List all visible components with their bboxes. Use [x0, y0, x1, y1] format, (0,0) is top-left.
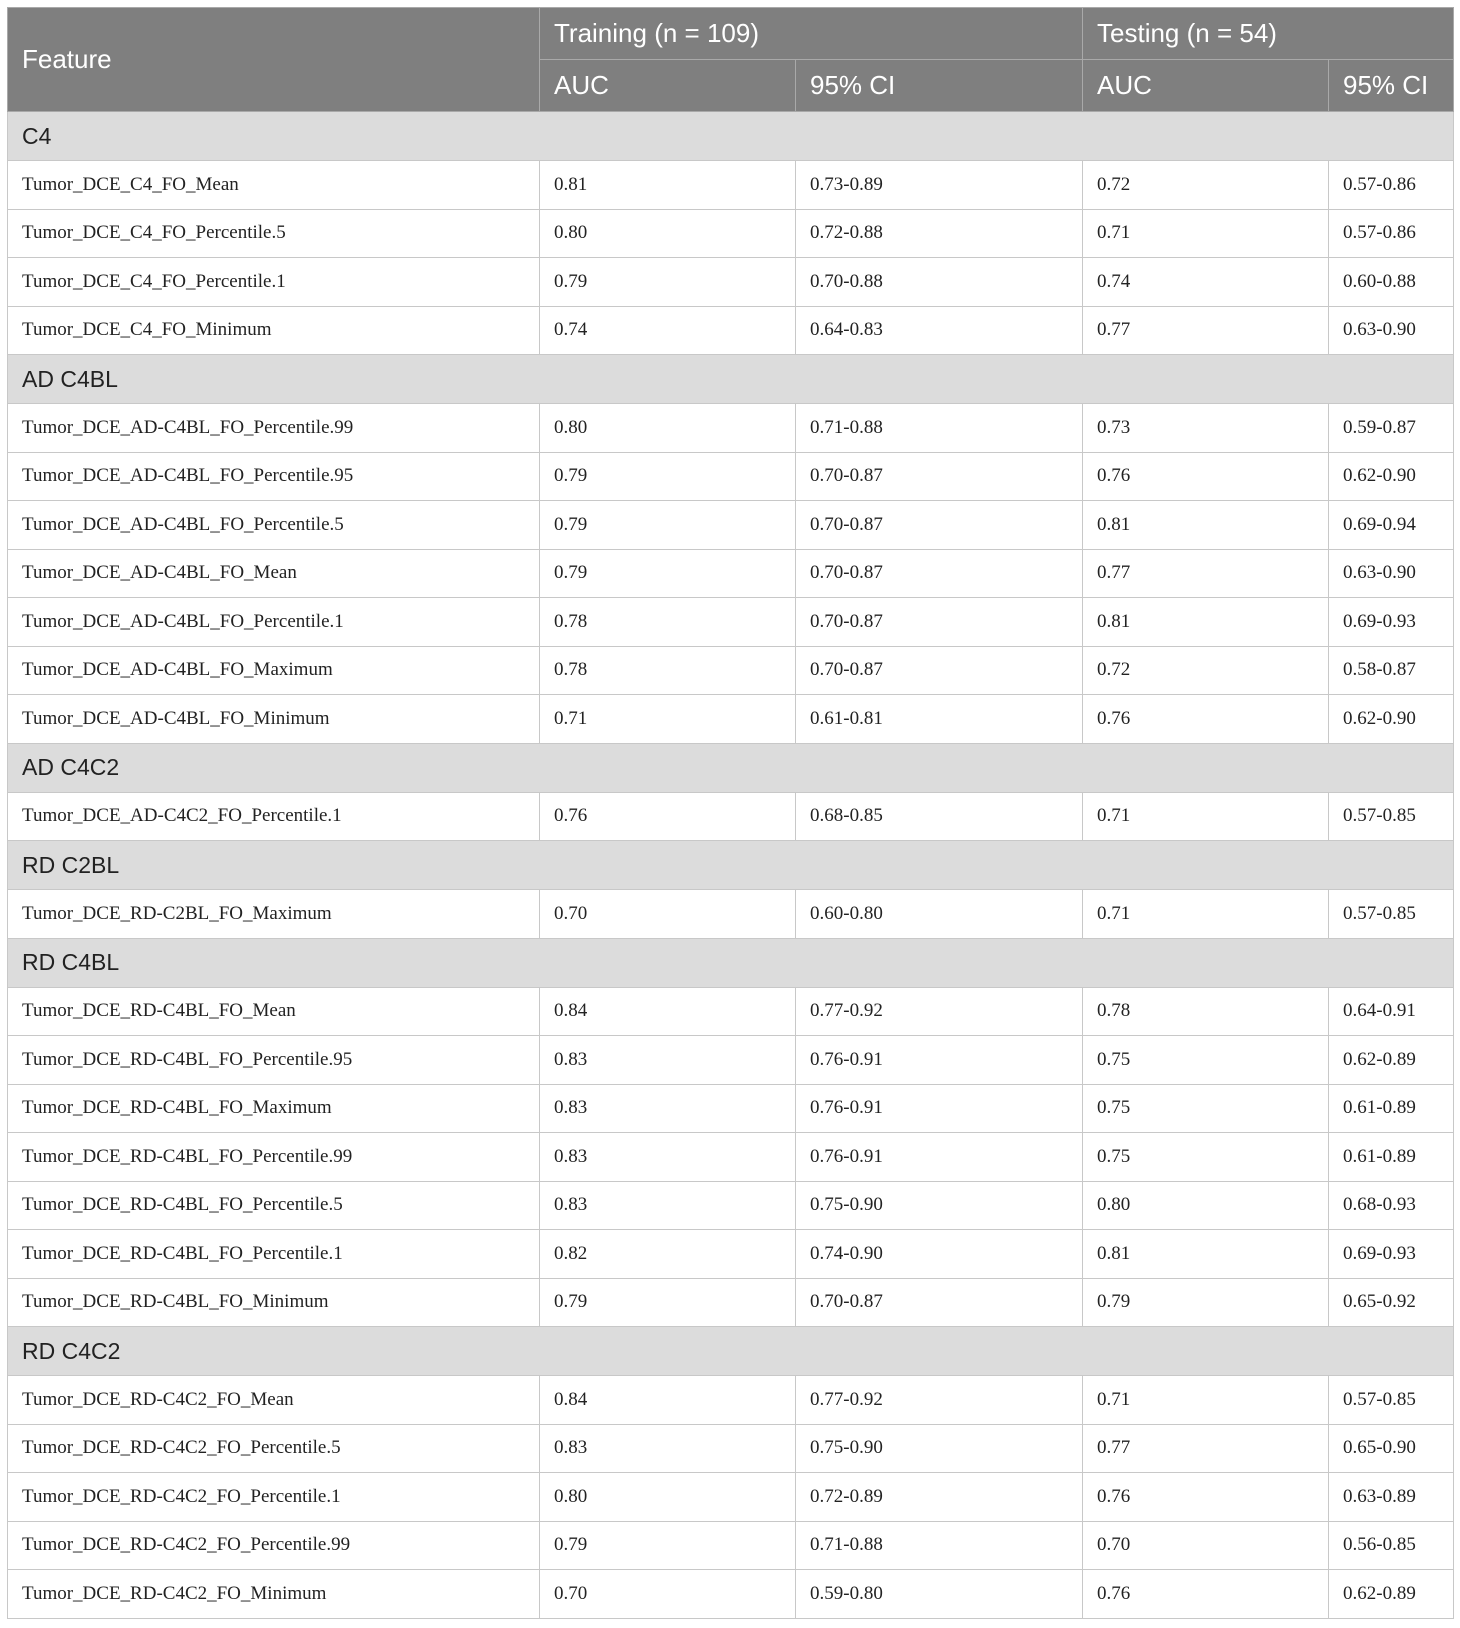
table-row [8, 501, 1454, 550]
training-ci-cell: 0.61-0.81 [796, 695, 1083, 744]
testing-auc-cell: 0.77 [1083, 1424, 1329, 1473]
section-row [8, 355, 1454, 404]
section-title: AD C4C2 [8, 743, 1454, 792]
testing-auc-cell: 0.80 [1083, 1181, 1329, 1230]
header-feature: Feature [8, 8, 540, 112]
training-auc-cell: 0.78 [540, 598, 796, 647]
training-ci-cell: 0.76-0.91 [796, 1036, 1083, 1085]
testing-auc-cell: 0.78 [1083, 987, 1329, 1036]
table-row [8, 258, 1454, 307]
training-auc-cell: 0.78 [540, 646, 796, 695]
training-auc-cell: 0.74 [540, 306, 796, 355]
testing-ci-cell: 0.59-0.87 [1329, 404, 1454, 453]
section-row [8, 743, 1454, 792]
section-title: RD C2BL [8, 841, 1454, 890]
training-ci-cell: 0.76-0.91 [796, 1133, 1083, 1182]
training-auc-cell: 0.83 [540, 1181, 796, 1230]
testing-ci-cell: 0.62-0.90 [1329, 695, 1454, 744]
table-row [8, 792, 1454, 841]
feature-cell: Tumor_DCE_RD-C4C2_FO_Mean [8, 1376, 540, 1425]
feature-cell: Tumor_DCE_RD-C4BL_FO_Percentile.1 [8, 1230, 540, 1279]
feature-cell: Tumor_DCE_AD-C4BL_FO_Minimum [8, 695, 540, 744]
training-ci-cell: 0.70-0.87 [796, 598, 1083, 647]
testing-ci-cell: 0.63-0.90 [1329, 549, 1454, 598]
testing-ci-cell: 0.57-0.86 [1329, 161, 1454, 210]
training-auc-cell: 0.83 [540, 1133, 796, 1182]
testing-auc-cell: 0.72 [1083, 161, 1329, 210]
training-ci-cell: 0.70-0.87 [796, 1278, 1083, 1327]
table-row [8, 1036, 1454, 1085]
section-row [8, 1327, 1454, 1376]
training-ci-cell: 0.75-0.90 [796, 1424, 1083, 1473]
table-row [8, 1230, 1454, 1279]
feature-cell: Tumor_DCE_C4_FO_Percentile.1 [8, 258, 540, 307]
testing-ci-cell: 0.69-0.93 [1329, 1230, 1454, 1279]
testing-ci-cell: 0.57-0.85 [1329, 792, 1454, 841]
testing-ci-cell: 0.65-0.92 [1329, 1278, 1454, 1327]
testing-ci-cell: 0.62-0.90 [1329, 452, 1454, 501]
testing-auc-cell: 0.72 [1083, 646, 1329, 695]
table-row [8, 404, 1454, 453]
training-auc-cell: 0.79 [540, 501, 796, 550]
testing-ci-cell: 0.61-0.89 [1329, 1084, 1454, 1133]
testing-auc-cell: 0.71 [1083, 209, 1329, 258]
table-row [8, 598, 1454, 647]
training-auc-cell: 0.79 [540, 258, 796, 307]
training-ci-cell: 0.68-0.85 [796, 792, 1083, 841]
training-auc-cell: 0.83 [540, 1084, 796, 1133]
feature-cell: Tumor_DCE_RD-C4C2_FO_Percentile.99 [8, 1521, 540, 1570]
testing-auc-cell: 0.77 [1083, 306, 1329, 355]
training-ci-cell: 0.70-0.87 [796, 646, 1083, 695]
feature-cell: Tumor_DCE_C4_FO_Mean [8, 161, 540, 210]
testing-auc-cell: 0.71 [1083, 792, 1329, 841]
section-title: RD C4C2 [8, 1327, 1454, 1376]
table-row [8, 1181, 1454, 1230]
testing-auc-cell: 0.76 [1083, 1473, 1329, 1522]
table-body [8, 112, 1454, 1619]
feature-cell: Tumor_DCE_RD-C4BL_FO_Percentile.95 [8, 1036, 540, 1085]
training-ci-cell: 0.72-0.88 [796, 209, 1083, 258]
feature-cell: Tumor_DCE_AD-C4BL_FO_Percentile.5 [8, 501, 540, 550]
testing-ci-cell: 0.63-0.89 [1329, 1473, 1454, 1522]
training-auc-cell: 0.71 [540, 695, 796, 744]
table-row [8, 987, 1454, 1036]
testing-ci-cell: 0.56-0.85 [1329, 1521, 1454, 1570]
training-ci-cell: 0.71-0.88 [796, 404, 1083, 453]
training-auc-cell: 0.70 [540, 1570, 796, 1619]
feature-cell: Tumor_DCE_RD-C4C2_FO_Percentile.5 [8, 1424, 540, 1473]
training-ci-cell: 0.75-0.90 [796, 1181, 1083, 1230]
testing-ci-cell: 0.64-0.91 [1329, 987, 1454, 1036]
table-row [8, 890, 1454, 939]
training-ci-cell: 0.60-0.80 [796, 890, 1083, 939]
table-row [8, 1084, 1454, 1133]
training-auc-cell: 0.70 [540, 890, 796, 939]
section-title: C4 [8, 112, 1454, 161]
header-training: Training (n = 109) [540, 8, 1083, 60]
training-auc-cell: 0.79 [540, 1521, 796, 1570]
training-ci-cell: 0.72-0.89 [796, 1473, 1083, 1522]
testing-ci-cell: 0.57-0.85 [1329, 890, 1454, 939]
table-row [8, 306, 1454, 355]
table-row [8, 452, 1454, 501]
training-ci-cell: 0.73-0.89 [796, 161, 1083, 210]
feature-cell: Tumor_DCE_C4_FO_Percentile.5 [8, 209, 540, 258]
table-row [8, 1570, 1454, 1619]
testing-ci-cell: 0.63-0.90 [1329, 306, 1454, 355]
training-auc-cell: 0.84 [540, 987, 796, 1036]
section-row [8, 938, 1454, 987]
header-row-groups [8, 8, 1454, 60]
feature-cell: Tumor_DCE_RD-C4BL_FO_Maximum [8, 1084, 540, 1133]
table-header [8, 8, 1454, 112]
training-ci-cell: 0.74-0.90 [796, 1230, 1083, 1279]
training-ci-cell: 0.71-0.88 [796, 1521, 1083, 1570]
testing-ci-cell: 0.69-0.94 [1329, 501, 1454, 550]
training-ci-cell: 0.59-0.80 [796, 1570, 1083, 1619]
testing-ci-cell: 0.65-0.90 [1329, 1424, 1454, 1473]
feature-cell: Tumor_DCE_RD-C4C2_FO_Percentile.1 [8, 1473, 540, 1522]
feature-cell: Tumor_DCE_RD-C4BL_FO_Percentile.99 [8, 1133, 540, 1182]
training-ci-cell: 0.77-0.92 [796, 1376, 1083, 1425]
training-auc-cell: 0.83 [540, 1036, 796, 1085]
feature-cell: Tumor_DCE_AD-C4BL_FO_Mean [8, 549, 540, 598]
training-auc-cell: 0.84 [540, 1376, 796, 1425]
testing-ci-cell: 0.62-0.89 [1329, 1570, 1454, 1619]
testing-auc-cell: 0.74 [1083, 258, 1329, 307]
training-ci-cell: 0.76-0.91 [796, 1084, 1083, 1133]
table-row [8, 1376, 1454, 1425]
training-auc-cell: 0.80 [540, 209, 796, 258]
table-row [8, 1133, 1454, 1182]
testing-auc-cell: 0.73 [1083, 404, 1329, 453]
training-ci-cell: 0.70-0.88 [796, 258, 1083, 307]
testing-auc-cell: 0.81 [1083, 598, 1329, 647]
testing-ci-cell: 0.57-0.86 [1329, 209, 1454, 258]
table-row [8, 1473, 1454, 1522]
header-testing-ci: 95% CI [1329, 60, 1454, 112]
testing-ci-cell: 0.57-0.85 [1329, 1376, 1454, 1425]
section-title: RD C4BL [8, 938, 1454, 987]
testing-ci-cell: 0.60-0.88 [1329, 258, 1454, 307]
testing-ci-cell: 0.68-0.93 [1329, 1181, 1454, 1230]
training-ci-cell: 0.70-0.87 [796, 452, 1083, 501]
feature-cell: Tumor_DCE_RD-C4BL_FO_Minimum [8, 1278, 540, 1327]
training-ci-cell: 0.70-0.87 [796, 549, 1083, 598]
header-training-auc: AUC [540, 60, 796, 112]
testing-auc-cell: 0.76 [1083, 695, 1329, 744]
table-row [8, 695, 1454, 744]
testing-auc-cell: 0.81 [1083, 1230, 1329, 1279]
testing-ci-cell: 0.69-0.93 [1329, 598, 1454, 647]
feature-cell: Tumor_DCE_AD-C4BL_FO_Percentile.95 [8, 452, 540, 501]
training-ci-cell: 0.77-0.92 [796, 987, 1083, 1036]
testing-auc-cell: 0.70 [1083, 1521, 1329, 1570]
training-auc-cell: 0.80 [540, 404, 796, 453]
header-testing-auc: AUC [1083, 60, 1329, 112]
section-row [8, 112, 1454, 161]
training-auc-cell: 0.79 [540, 549, 796, 598]
table-row [8, 209, 1454, 258]
training-auc-cell: 0.76 [540, 792, 796, 841]
testing-auc-cell: 0.75 [1083, 1084, 1329, 1133]
feature-cell: Tumor_DCE_C4_FO_Minimum [8, 306, 540, 355]
feature-cell: Tumor_DCE_AD-C4C2_FO_Percentile.1 [8, 792, 540, 841]
header-testing: Testing (n = 54) [1083, 8, 1454, 60]
training-auc-cell: 0.83 [540, 1424, 796, 1473]
testing-ci-cell: 0.58-0.87 [1329, 646, 1454, 695]
testing-auc-cell: 0.79 [1083, 1278, 1329, 1327]
testing-auc-cell: 0.71 [1083, 890, 1329, 939]
feature-cell: Tumor_DCE_RD-C4BL_FO_Mean [8, 987, 540, 1036]
testing-auc-cell: 0.76 [1083, 1570, 1329, 1619]
table-row [8, 646, 1454, 695]
testing-ci-cell: 0.62-0.89 [1329, 1036, 1454, 1085]
table-row [8, 1278, 1454, 1327]
table-row [8, 1424, 1454, 1473]
section-title: AD C4BL [8, 355, 1454, 404]
training-ci-cell: 0.64-0.83 [796, 306, 1083, 355]
testing-auc-cell: 0.75 [1083, 1036, 1329, 1085]
feature-cell: Tumor_DCE_AD-C4BL_FO_Maximum [8, 646, 540, 695]
feature-cell: Tumor_DCE_RD-C4C2_FO_Minimum [8, 1570, 540, 1619]
feature-cell: Tumor_DCE_AD-C4BL_FO_Percentile.1 [8, 598, 540, 647]
testing-ci-cell: 0.61-0.89 [1329, 1133, 1454, 1182]
training-auc-cell: 0.81 [540, 161, 796, 210]
table-row [8, 161, 1454, 210]
auc-results-table [7, 7, 1454, 1619]
testing-auc-cell: 0.77 [1083, 549, 1329, 598]
table-row [8, 1521, 1454, 1570]
testing-auc-cell: 0.76 [1083, 452, 1329, 501]
training-auc-cell: 0.82 [540, 1230, 796, 1279]
feature-cell: Tumor_DCE_RD-C4BL_FO_Percentile.5 [8, 1181, 540, 1230]
header-training-ci: 95% CI [796, 60, 1083, 112]
feature-cell: Tumor_DCE_RD-C2BL_FO_Maximum [8, 890, 540, 939]
training-ci-cell: 0.70-0.87 [796, 501, 1083, 550]
testing-auc-cell: 0.75 [1083, 1133, 1329, 1182]
testing-auc-cell: 0.71 [1083, 1376, 1329, 1425]
section-row [8, 841, 1454, 890]
table-row [8, 549, 1454, 598]
testing-auc-cell: 0.81 [1083, 501, 1329, 550]
feature-cell: Tumor_DCE_AD-C4BL_FO_Percentile.99 [8, 404, 540, 453]
training-auc-cell: 0.80 [540, 1473, 796, 1522]
training-auc-cell: 0.79 [540, 452, 796, 501]
training-auc-cell: 0.79 [540, 1278, 796, 1327]
